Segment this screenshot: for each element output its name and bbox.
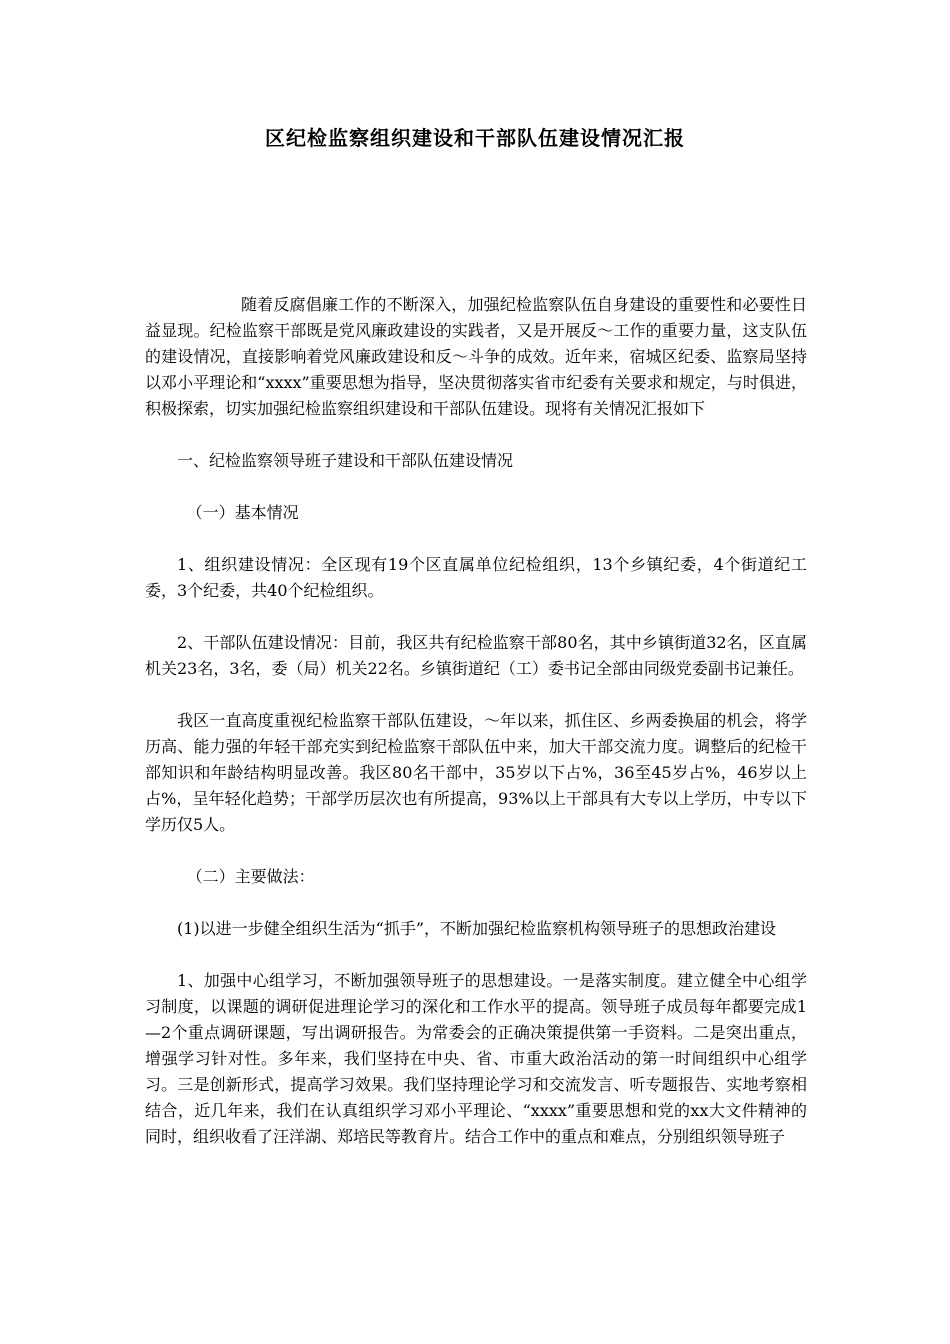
subsection-heading-basic: （一）基本情况 (186, 503, 299, 522)
paragraph-team-building: 我区一直高度重视纪检监察干部队伍建设，～年以来，抓住区、乡两委换届的机会，将学历高、能力强的年轻干部充实到纪检监察干部队伍中来，加大干部交流力度。调整后的纪检干部知识和年龄结构明显改善。我区80名干部中，35岁以下占%，36至45岁占%，46岁以上占%，呈年轻化趋势；干部学历层次也有所提高，93%以上干部具有大专以上学历，中专以下学历仅5人。 (145, 711, 807, 834)
paragraph-organization: 1、组织建设情况：全区现有19个区直属单位纪检组织，13个乡镇纪委，4个街道纪工委，3个纪委，共40个纪检组织。 (145, 555, 807, 600)
document-body (145, 292, 807, 1150)
document-title: 区纪检监察组织建设和干部队伍建设情况汇报 (265, 126, 685, 150)
section-heading-1: 一、纪检监察领导班子建设和干部队伍建设情况 (177, 451, 514, 470)
intro-paragraph: 随着反腐倡廉工作的不断深入，加强纪检监察队伍自身建设的重要性和必要性日益显现。纪检监察干部既是党风廉政建设的实践者，又是开展反～工作的重要力量，这支队伍的建设情况，直接影响着党风廉政建设和反～斗争的成效。近年来，宿城区纪委、监察局坚持以邓小平理论和“xxxx”重要思想为指导，坚决贯彻落实省市纪委有关要求和规定，与时俱进，积极探索，切实加强纪检监察组织建设和干部队伍建设。现将有关情况汇报如下 (145, 295, 807, 418)
paragraph-cadre: 2、干部队伍建设情况：目前，我区共有纪检监察干部80名，其中乡镇街道32名，区直属机关23名，3名，委（局）机关22名。乡镇街道纪（工）委书记全部由同级党委副书记兼任。 (145, 633, 807, 678)
paragraph-method-1: (1)以进一步健全组织生活为“抓手”，不断加强纪检监察机构领导班子的思想政治建设 (177, 919, 777, 938)
subsection-heading-methods: （二）主要做法： (186, 867, 315, 886)
paragraph-study: 1、加强中心组学习，不断加强领导班子的思想建设。一是落实制度。建立健全中心组学习制度，以课题的调研促进理论学习的深化和工作水平的提高。领导班子成员每年都要完成1—2个重点调研课题，写出调研报告。为常委会的正确决策提供第一手资料。二是突出重点，增强学习针对性。多年来，我们坚持在中央、省、市重大政治活动的第一时间组织中心组学习。三是创新形式，提高学习效果。我们坚持理论学习和交流发言、听专题报告、实地考察相结合，近几年来，我们在认真组织学习邓小平理论、“xxxx”重要思想和党的xx大文件精神的同时，组织收看了汪洋湖、郑培民等教育片。结合工作中的重点和难点，分别组织领导班子 (145, 971, 807, 1146)
